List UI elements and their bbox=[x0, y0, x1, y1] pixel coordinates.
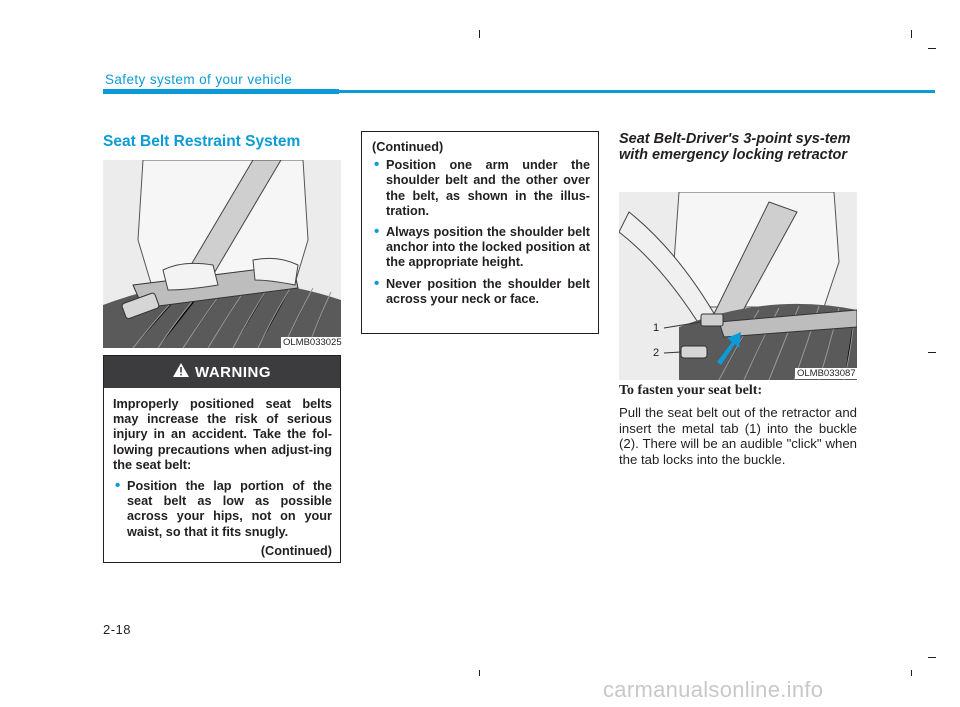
warning-bullet: • Never position the shoulder belt across your neck or face. bbox=[372, 277, 590, 307]
crop-mark bbox=[911, 670, 912, 676]
image-code: OLMB033025 bbox=[283, 337, 342, 348]
crop-mark bbox=[928, 48, 936, 49]
continued-label: (Continued) bbox=[260, 543, 332, 558]
warning-title: WARNING bbox=[195, 363, 271, 381]
section-title: Safety system of your vehicle bbox=[105, 72, 293, 87]
warning-header bbox=[104, 356, 340, 388]
callout-number: 1 bbox=[653, 322, 660, 334]
warning-bullet: • Position the lap portion of the seat belt as low as possible across your hips, not on your waist, so that it fits snugly. bbox=[113, 479, 332, 540]
image-code: OLMB033087 bbox=[797, 368, 856, 379]
header-rule-accent bbox=[103, 89, 339, 94]
section-heading: Seat Belt Restraint System bbox=[103, 133, 301, 150]
body-paragraph: Pull the seat belt out of the retractor and insert the metal tab (1) into the buckle (2). There will be an audible "click" when the tab locks into the buckle. bbox=[619, 405, 857, 467]
warning-intro: Improperly positioned seat belts may increase the risk of serious injury in an accident. Take the fol-lowing precautions when adjust-ing the seat belt: bbox=[113, 397, 332, 472]
section-heading: Seat Belt-Driver's 3-point sys-tem with emergency locking retractor bbox=[619, 131, 851, 163]
crop-mark bbox=[479, 670, 480, 676]
warning-triangle-icon bbox=[173, 363, 189, 381]
crop-mark bbox=[911, 30, 912, 38]
warning-box bbox=[103, 355, 341, 563]
page-number: 2-18 bbox=[103, 622, 132, 637]
warning-bullet: • Always position the shoulder belt anchor into the locked position at the appropriate height. bbox=[372, 225, 590, 271]
watermark: carmanualsonline.info bbox=[603, 677, 824, 702]
crop-mark bbox=[928, 352, 936, 353]
continued-label: (Continued) bbox=[372, 140, 444, 154]
continued-warning-box bbox=[361, 131, 599, 334]
crop-mark bbox=[928, 657, 936, 658]
crop-mark bbox=[479, 30, 480, 38]
warning-bullet: • Position one arm under the shoulder belt and the other over the belt, as shown in the illus-tration. bbox=[372, 158, 590, 219]
illustration-lap-belt bbox=[103, 160, 341, 348]
subheading: To fasten your seat belt: bbox=[619, 383, 763, 398]
callout-number: 2 bbox=[653, 347, 660, 359]
